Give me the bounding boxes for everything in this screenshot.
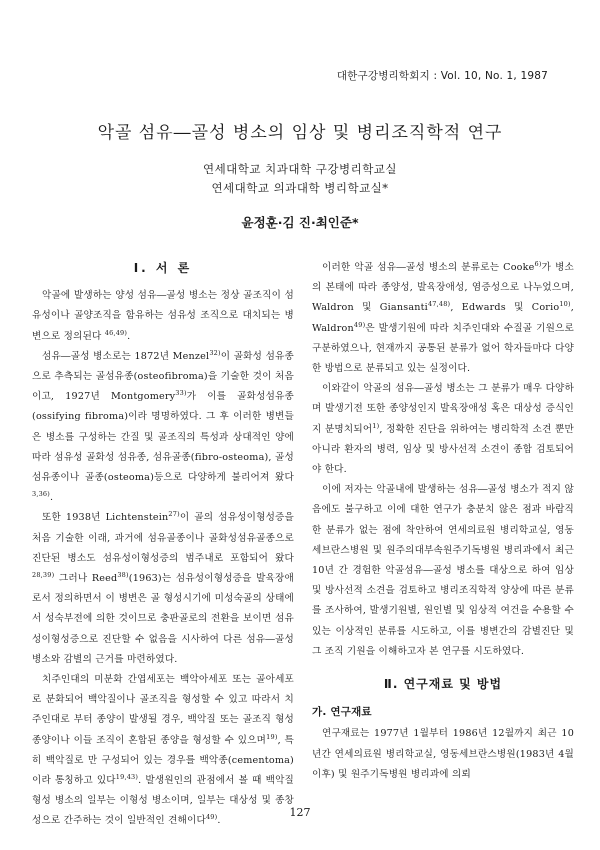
citation: 47,48) xyxy=(427,300,451,309)
section-heading-introduction: Ⅰ. 서 론 xyxy=(133,261,193,275)
right-column xyxy=(312,258,574,785)
citation: 46,49) xyxy=(104,328,128,337)
page-number: 127 xyxy=(289,806,311,819)
citation: 3,36) xyxy=(32,490,51,499)
citation: 27) xyxy=(168,510,180,519)
paragraph xyxy=(312,258,574,379)
citation: 33) xyxy=(175,389,187,398)
authors: 윤정훈·김 진·최인준* xyxy=(241,215,359,230)
subsection-heading-materials: 가. 연구재료 xyxy=(312,706,372,719)
text: . 발생원인의 관점에서 볼 때 백악질 형성 병소의 일부는 이형성 병소이며, 일부는 대상성 및 종창성으로 간주하는 것이 일반적인 견해이다 xyxy=(32,775,295,827)
citation: 28,39) xyxy=(32,570,55,579)
text: , 정확한 진단을 위하여는 병리학적 소견 뿐만 아니라 환자의 병력, 임상 및 방사선적 소견이 종합 검토되어야 한다. xyxy=(312,423,574,476)
text: 또한 1938년 Lichtenstein xyxy=(42,512,169,524)
paragraph xyxy=(312,379,574,480)
text: 섬유―골성 병소로는 1872년 Menzel xyxy=(42,350,210,362)
text: 그러나 Reed xyxy=(58,573,118,585)
paragraph: 섬유―골성 병소로는 1872년 Menzel$^{32)}$이 골화성 섬유종으로 추측되는 골섬유종(osteofibroma)을 기술한 것이 처음이고, 1927년 Montgomery$^{33)}$가 이를 골화성섬유종(ossifying fibroma)이라 명명하였다. 그 후 이러한 병변들은 병소를 구성하는 간질 및 골조직의 특성과 상대적인 양에 따라 섬유성 골화성 섬유종, 섬유골종(fibro-osteoma), 골성섬유종이나 골종(osteoma)등으로 다양하게 불리어져 왔다$^{3,36)}$. xyxy=(32,348,294,504)
paper-title: 악골 섬유―골성 병소의 임상 및 병리조직학적 연구 xyxy=(97,123,503,143)
affiliation-1: 연세대학교 치과대학 구강병리학교실 xyxy=(202,162,398,176)
text: 가 병소의 본태에 따라 종양성, 발육장애성, 염증성으로 나누었으며, Waldron 및 Giansanti xyxy=(312,262,575,314)
text: 연구재료는 1977년 1월부터 1986년 12월까지 최근 10년간 연세의료원 병리학교실, 영동세브란스병원(1983년 4월 이후) 및 원주기독병원 병리과에 의뢰 xyxy=(312,728,574,780)
citation: 19,43) xyxy=(115,772,139,781)
paragraph: 치주인대의 미분화 간엽세포는 백악아세포 또는 골아세포로 분화되어 백악질이나 골조직을 형성할 수 있고 따라서 치주인대로 부터 종양이 발생될 경우, 백악질 또는 골조직 형성 종양이나 이들 조직이 혼합된 종양을 형성할 수 있으며$^{19)}$, 특히 백악질로 만 구성되어 있는 경우를 백악종(cementoma)이라 통칭하고 있다$^{19,43)}$. 발생원인의 관점에서 볼 때 백악질 형성 병소의 일부는 이형성 병소이며, 일부는 대상성 및 종창성으로 간주하는 것이 일반적인 견해이다$^{49)}$. xyxy=(32,674,295,827)
citation: 19) xyxy=(266,732,278,741)
text: , Waldron xyxy=(312,302,574,334)
paragraph: 악골에 발생하는 양성 섬유―골성 병소는 정상 골조직이 섬유성이나 골양조직을 함유하는 섬유성 조직으로 대치되는 병변으로 정의된다 $^{46,49)}$. xyxy=(32,290,294,342)
citation: 38) xyxy=(117,570,129,579)
citation: 49) xyxy=(205,813,218,822)
text: 이와같이 악골의 섬유―골성 병소는 그 분류가 매우 다양하며 발생기전 또한 종양성인지 발육장애성 혹은 대상성 증식인지 분명치되어 xyxy=(312,383,574,435)
text: , Edwards 및 Corio xyxy=(450,302,560,314)
text: , 특히 백악질로 만 구성되어 있는 경우를 백악종(cementoma)이라 통칭하고 있다 xyxy=(32,734,294,787)
paragraph xyxy=(312,480,574,662)
citation: 32) xyxy=(209,348,221,357)
text: 가 이를 골화성섬유종(ossifying fibroma)이라 명명하였다. 그 후 이러한 병변들은 병소를 구성하는 간질 및 골조직의 특성과 상대적인 양에 따라 섬유성 골화성 섬유종, 섬유골종(fibro-osteoma), 골성섬유종이나 골종(osteoma)등으로 다양하게 불리어져 왔다 xyxy=(32,391,294,484)
affiliation-2: 연세대학교 의과대학 병리학교실* xyxy=(211,181,389,195)
journal-header: 대한구강병리학회지 : Vol. 10, No. 1, 1987 xyxy=(336,70,548,82)
text: 은 발생기원에 따라 치주인대와 수질골 기원으로 구분하였으나, 현재까지 공통된 분류가 없어 학자들마다 다양한 방법으로 분류되고 있는 실정이다. xyxy=(312,322,574,375)
citation: 6) xyxy=(534,259,542,268)
text: 이러한 악골 섬유―골성 병소의 분류로는 Cooke xyxy=(322,262,535,273)
citation: 10) xyxy=(559,300,571,309)
text: 악골에 발생하는 양성 섬유―골성 병소는 정상 골조직이 섬유성이나 골양조직을 함유하는 섬유성 조직으로 대치되는 병변으로 정의된다 xyxy=(32,290,294,342)
text: 이 골의 섬유성이형성증을 처음 기술한 이래, 과거에 섬유골종이나 골화성섬유골종으로 진단된 병소도 섬유성이형성증의 범주내로 포함되어 왔다 xyxy=(32,512,294,564)
paragraph xyxy=(32,508,294,670)
text: 이에 저자는 악골내에 발생하는 섬유―골성 병소가 적지 않음에도 불구하고 이에 대한 연구가 충분치 않은 점과 바람직한 분류가 없는 점에 착안하여 연세의료원 병리학교실, 영동세브란스병원 및 원주의대부속원주기독병원 병리과에서 최근 10년 간 경험한 악골섬유―골성 병소를 대상으로 하여 임상 및 방사선적 소견을 검토하고 병리조직학적 양상에 따른 분류를 조사하여, 발생기원별, 원인별 및 임상적 여건을 수용할 수 있는 이상적인 분류를 시도하고, 이를 병변간의 감별진단 및 그 조직 기원을 이해하고자 본 연구를 시도하였다. xyxy=(312,484,574,657)
paragraph xyxy=(312,724,574,785)
text: (1963)는 섬유성이형성증을 발육장애로서 정의하면서 이 병변은 골 형성시기에 미성숙골의 상태에서 성숙부전에 의한 것이므로 충판골로의 전환을 보이면 섬유성이형성증으로 진단할 수 없음을 시사하여 다른 섬유―골성 병소와 감별의 근거를 마련하였다. xyxy=(32,573,294,665)
citation: 49) xyxy=(353,320,366,329)
left-column xyxy=(32,258,294,832)
text: 치주인대의 미분화 간엽세포는 백악아세포 또는 골아세포로 분화되어 백악질이나 골조직을 형성할 수 있고 따라서 치주인대로 부터 종양이 발생될 경우, 백악질 또는 골조직 형성 종양이나 이들 조직이 혼합된 종양을 형성할 수 있으며 xyxy=(32,674,294,746)
citation: 1) xyxy=(372,421,380,430)
text: 이 골화성 섬유종으로 추측되는 골섬유종(osteofibroma)을 기술한 것이 처음이고, 1927년 Montgomery xyxy=(32,350,294,403)
section-heading-materials-methods: Ⅱ. 연구재료 및 방법 xyxy=(383,677,503,692)
